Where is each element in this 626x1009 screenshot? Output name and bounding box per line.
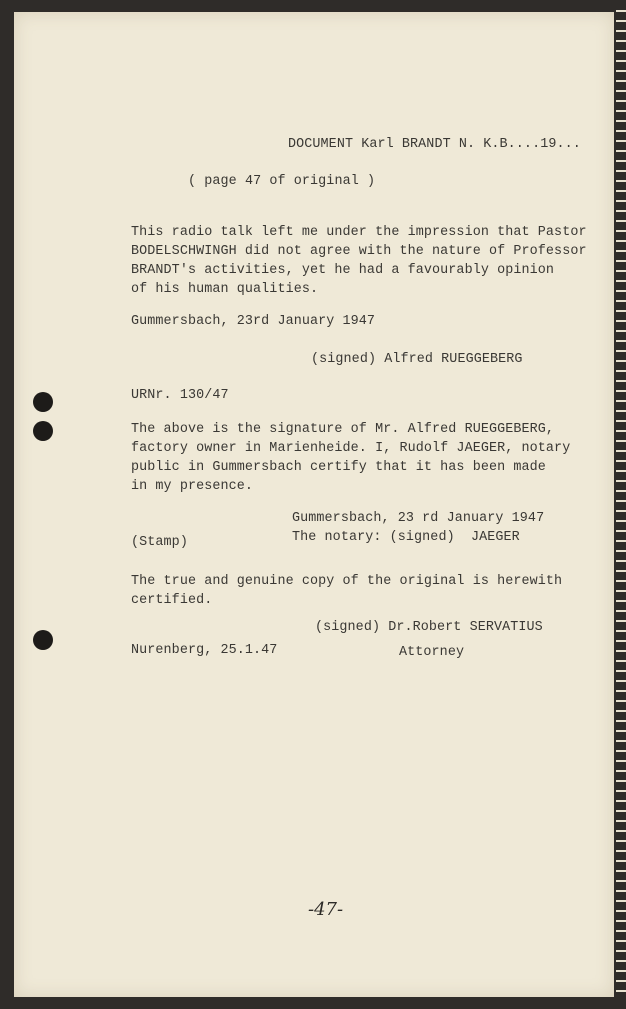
place-date: Gummersbach, 23 rd January 1947 <box>292 511 545 526</box>
paragraph-line: public in Gummersbach certify that it has been made <box>131 460 546 475</box>
document-page <box>14 12 614 997</box>
paragraph-line: in my presence. <box>131 479 254 494</box>
edge-ruler <box>616 10 626 1000</box>
paragraph-line: factory owner in Marienheide. I, Rudolf JAEGER, notary <box>131 441 571 456</box>
page-number: -47- <box>308 899 344 920</box>
signature-line: (signed) Dr.Robert SERVATIUS <box>315 620 543 635</box>
place-date: Gummersbach, 23rd January 1947 <box>131 314 376 329</box>
page-reference: ( page 47 of original ) <box>188 174 376 189</box>
paragraph-line: This radio talk left me under the impression that Pastor <box>131 225 587 240</box>
urnr-number: URNr. 130/47 <box>131 388 229 403</box>
paragraph-line: The true and genuine copy of the original is herewith <box>131 574 563 589</box>
attorney-title: Attorney <box>399 645 465 660</box>
paragraph-line: BODELSCHWINGH did not agree with the nature of Professor <box>131 244 587 259</box>
notary-signature: The notary: (signed) JAEGER <box>292 530 520 545</box>
signature-line: (signed) Alfred RUEGGEBERG <box>311 352 523 367</box>
stamp-label: (Stamp) <box>131 535 188 550</box>
paragraph-line: BRANDT's activities, yet he had a favourably opinion <box>131 263 555 278</box>
paragraph-line: of his human qualities. <box>131 282 319 297</box>
document-header: DOCUMENT Karl BRANDT N. K.B....19... <box>288 137 581 152</box>
place-date: Nurenberg, 25.1.47 <box>131 643 278 658</box>
paragraph-line: The above is the signature of Mr. Alfred RUEGGEBERG, <box>131 422 555 437</box>
punch-hole <box>33 630 53 650</box>
paragraph-line: certified. <box>131 593 213 608</box>
punch-hole <box>33 421 53 441</box>
punch-hole <box>33 392 53 412</box>
